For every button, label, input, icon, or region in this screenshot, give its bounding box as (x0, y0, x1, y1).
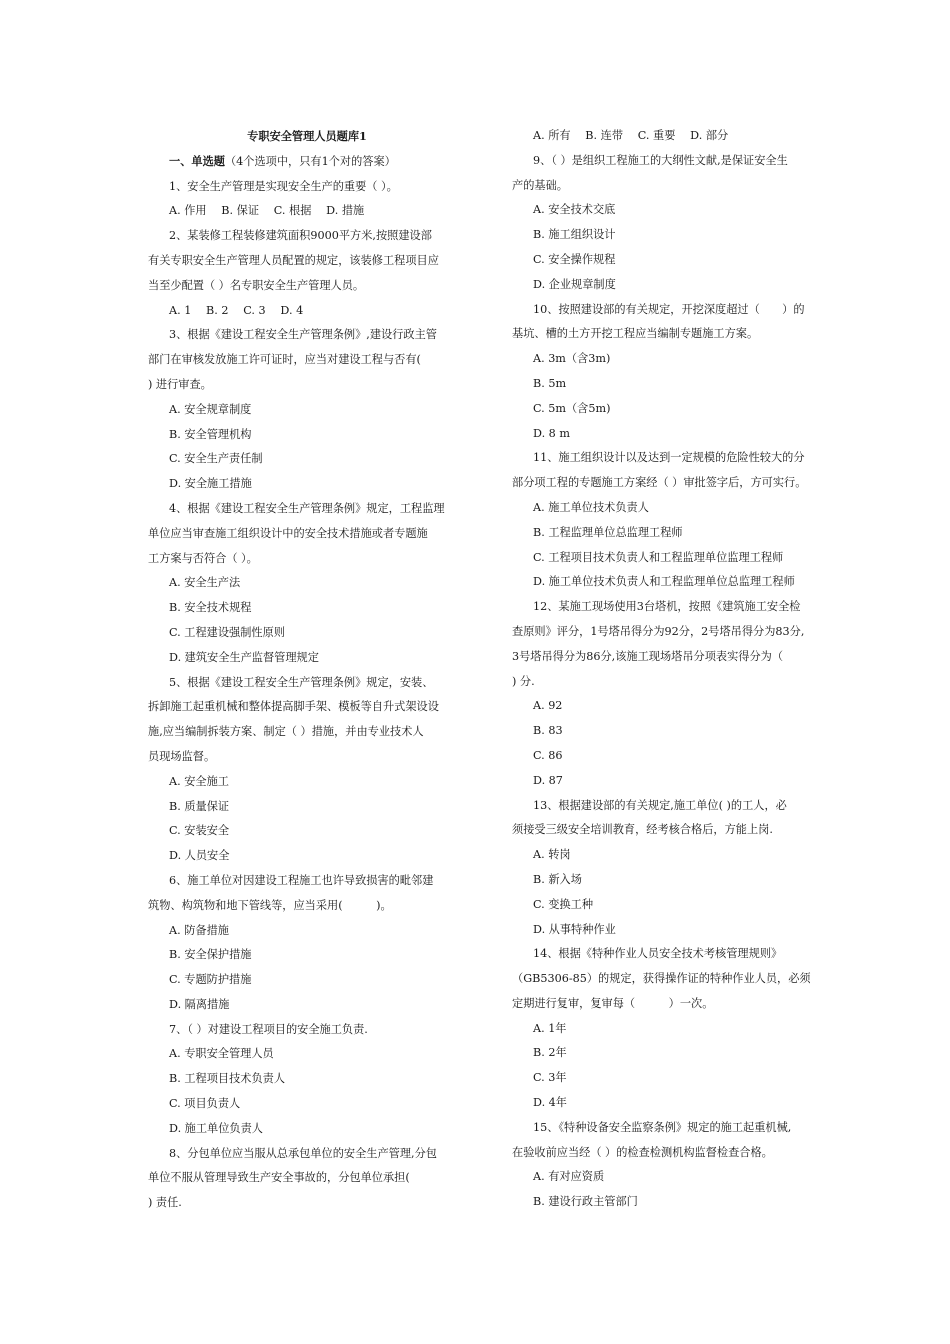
question-text-line: 有关专职安全生产管理人员配置的规定，该装修工程项目应 (148, 253, 439, 267)
answer-option: D. 87 (533, 773, 563, 787)
answer-option: C. 安全操作规程 (533, 252, 616, 266)
answer-option: C. 安装安全 (169, 824, 230, 838)
answer-option: B. 工程监理单位总监理工程师 (533, 525, 683, 539)
answer-option: C. 变换工种 (533, 897, 594, 911)
answer-option: A. 作用 B. 保证 C. 根据 D. 措施 (169, 204, 365, 218)
answer-option: B. 工程项目技术负责人 (169, 1072, 286, 1086)
question-text-line: 筑物、构筑物和地下管线等，应当采用( )。 (148, 898, 392, 912)
answer-option: A. 1 B. 2 C. 3 D. 4 (169, 303, 304, 317)
answer-option: C. 86 (533, 748, 563, 762)
question-text-line: 产的基础。 (512, 178, 568, 192)
question-text-line: 2、某装修工程装修建筑面积9000平方米,按照建设部 (169, 229, 432, 243)
answer-option: A. 3m（含3m) (533, 352, 611, 366)
question-text-line: 单位应当审查施工组织设计中的安全技术措施或者专题施 (148, 526, 428, 540)
question-text-line: 员现场监督。 (148, 749, 216, 763)
page-title: 专职安全管理人员题库1 (247, 129, 367, 143)
question-text-line: 5、根据《建设工程安全生产管理条例》规定，安装、 (169, 675, 434, 689)
answer-option: C. 工程建设强制性原则 (169, 625, 285, 639)
answer-option: A. 所有 B. 连带 C. 重要 D. 部分 (533, 129, 729, 142)
answer-option: D. 企业规章制度 (533, 277, 616, 291)
question-text-line: 在验收前应当经（ ）的检查检测机构监督检查合格。 (512, 1145, 773, 1159)
answer-option: B. 安全技术规程 (169, 601, 252, 615)
question-text-line: 12、某施工现场使用3台塔机，按照《建筑施工安全检 (533, 600, 801, 614)
answer-option: B. 质量保证 (169, 799, 230, 813)
question-text-line: 7、（ ）对建设工程项目的安全施工负责. (169, 1022, 368, 1036)
question-text-line: 14、根据《特种作业人员安全技术考核管理规则》 (533, 947, 783, 961)
question-text-line: ) 进行审查。 (148, 377, 212, 391)
section-heading-label: 一、单选题 (169, 153, 225, 168)
question-text-line: 9、（ ）是组织工程施工的大纲性文献,是保证安全生 (533, 153, 788, 167)
question-text-line: 拆卸施工起重机械和整体提高脚手架、模板等自升式架设设 (148, 700, 439, 714)
answer-option: B. 建设行政主管部门 (533, 1195, 638, 1209)
question-text-line: 10、按照建设部的有关规定，开挖深度超过（ ）的 (533, 302, 805, 316)
answer-option: A. 安全施工 (169, 774, 229, 788)
answer-option: D. 从事特种作业 (533, 922, 616, 936)
answer-option: D. 人员安全 (169, 849, 230, 863)
question-text-line: 1、安全生产管理是实现安全生产的重要（ ）。 (169, 179, 398, 193)
question-text-line: ) 分. (512, 674, 535, 688)
question-text-line: 部门在审核发放施工许可证时，应当对建设工程与否有( (148, 353, 421, 367)
answer-option: D. 施工单位负责人 (169, 1121, 263, 1135)
answer-option: C. 安全生产责任制 (169, 452, 263, 466)
section-heading-note: （4个选项中，只有1个对的答案） (224, 154, 396, 168)
question-text-line: 15、《特种设备安全监察条例》规定的施工起重机械, (533, 1120, 792, 1134)
right-column (512, 124, 812, 1215)
answer-option: A. 有对应资质 (533, 1170, 605, 1184)
question-text-line: ) 责任. (148, 1196, 182, 1210)
answer-option: C. 3年 (533, 1071, 567, 1085)
answer-option: A. 1年 (533, 1021, 567, 1035)
answer-option: A. 安全规章制度 (169, 402, 252, 416)
answer-option: C. 工程项目技术负责人和工程监理单位监理工程师 (533, 550, 784, 564)
answer-option: D. 建筑安全生产监督管理规定 (169, 650, 319, 664)
left-column (148, 124, 466, 1216)
answer-option: A. 防备措施 (169, 923, 229, 937)
answer-option: D. 隔离措施 (169, 997, 230, 1011)
answer-option: A. 92 (533, 699, 563, 713)
question-text-line: 6、施工单位对因建设工程施工也许导致损害的毗邻建 (169, 873, 434, 887)
answer-option: A. 施工单位技术负责人 (533, 500, 649, 514)
question-text-line: 查原则》评分，1号塔吊得分为92分，2号塔吊得分为83分, (512, 624, 805, 638)
question-text-line: 13、根据建设部的有关规定,施工单位( )的工人，必 (533, 798, 787, 812)
answer-option: A. 专职安全管理人员 (169, 1047, 274, 1061)
answer-option: C. 5m（含5m) (533, 401, 611, 415)
question-text-line: 4、根据《建设工程安全生产管理条例》规定，工程监理 (169, 501, 445, 515)
answer-option: B. 施工组织设计 (533, 228, 616, 242)
question-text-line: （GB5306-85）的规定，获得操作证的特种作业人员，必须 (512, 972, 811, 986)
question-text-line: 基坑、槽的土方开挖工程应当编制专题施工方案。 (512, 327, 759, 341)
answer-option: C. 项目负责人 (169, 1097, 241, 1111)
answer-option: A. 安全技术交底 (533, 203, 616, 217)
answer-option: A. 安全生产法 (169, 576, 241, 590)
answer-option: B. 安全保护措施 (169, 948, 252, 962)
question-text-line: 3号塔吊得分为86分,该施工现场塔吊分项表实得分为（ (512, 649, 784, 663)
answer-option: D. 安全施工措施 (169, 477, 252, 491)
question-text-line: 11、施工组织设计以及达到一定规模的危险性较大的分 (533, 451, 805, 465)
answer-option: B. 2年 (533, 1046, 567, 1060)
answer-option: C. 专题防护措施 (169, 973, 252, 987)
question-text-line: 单位不服从管理导致生产安全事故的，分包单位承担( (148, 1171, 410, 1185)
answer-option: B. 新入场 (533, 872, 582, 886)
question-text-line: 须接受三级安全培训教育，经考核合格后，方能上岗. (512, 823, 773, 837)
answer-option: D. 施工单位技术负责人和工程监理单位总监理工程师 (533, 575, 795, 589)
question-text-line: 定期进行复审，复审每（ ）一次。 (512, 996, 714, 1010)
answer-option: B. 安全管理机构 (169, 427, 252, 441)
answer-option: D. 4年 (533, 1096, 567, 1110)
answer-option: D. 8 m (533, 426, 570, 440)
section-heading (148, 149, 466, 175)
question-text-line: 施,应当编制拆装方案、制定（ ）措施，并由专业技术人 (148, 725, 424, 739)
question-text-line: 部分项工程的专题施工方案经（ ）审批签字后，方可实行。 (512, 476, 807, 490)
answer-option: A. 转岗 (533, 848, 571, 862)
answer-option: B. 5m (533, 376, 567, 390)
question-text-line: 3、根据《建设工程安全生产管理条例》,建设行政主管 (169, 328, 437, 342)
question-text-line: 工方案与否符合（ ）。 (148, 551, 258, 565)
question-text-line: 8、分包单位应当服从总承包单位的安全生产管理,分包 (169, 1146, 437, 1160)
answer-option: B. 83 (533, 724, 563, 738)
question-text-line: 当至少配置（ ）名专职安全生产管理人员。 (148, 278, 365, 292)
